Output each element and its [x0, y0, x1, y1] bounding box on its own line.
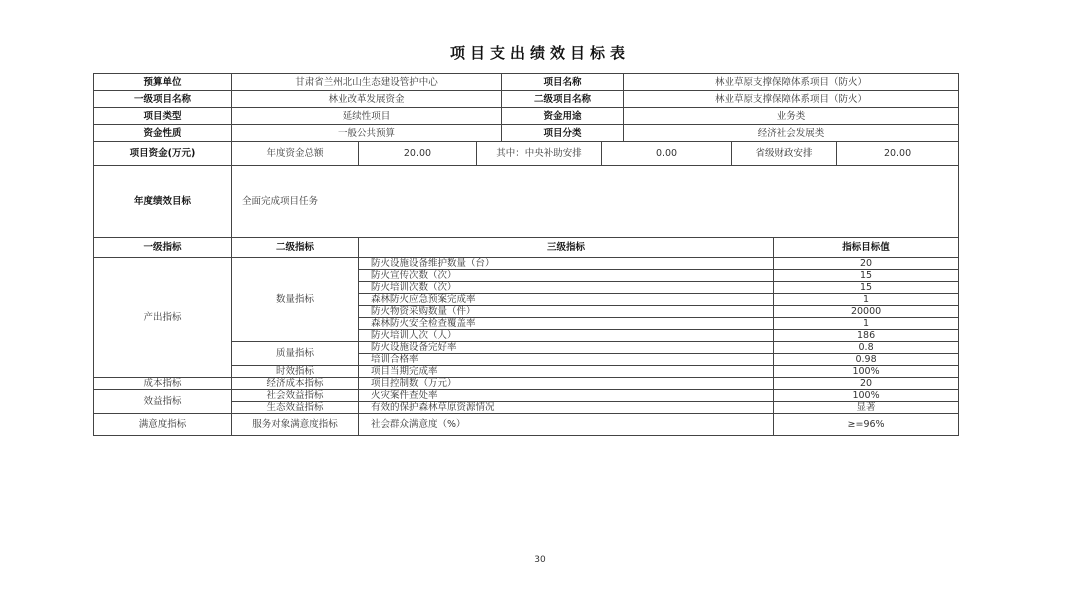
- level2-project-value: 林业草原支撑保障体系项目（防火）: [624, 91, 959, 108]
- indicator-target: 0.8: [774, 342, 959, 354]
- budget-unit-label: 预算单位: [94, 74, 232, 91]
- level2-project-label: 二级项目名称: [502, 91, 624, 108]
- goal-row: [94, 166, 959, 238]
- project-class-label: 项目分类: [502, 125, 624, 142]
- indicator-target: 20: [774, 378, 959, 390]
- page-number: 30: [534, 555, 546, 565]
- project-name-label: 项目名称: [502, 74, 624, 91]
- indicator-name: 防火设施设备完好率: [359, 342, 774, 354]
- central-subsidy-label: 其中：中央补助安排: [477, 142, 602, 166]
- indicator-target: 15: [774, 270, 959, 282]
- indicator-name: 防火物资采购数量（件）: [359, 306, 774, 318]
- annual-total-value: 20.00: [359, 142, 477, 166]
- provincial-funding-label: 省级财政安排: [732, 142, 837, 166]
- indicator-target: 15: [774, 282, 959, 294]
- indicator-target: 显著: [774, 402, 959, 414]
- indicator-target: 100%: [774, 390, 959, 402]
- level1-benefit: 效益指标: [94, 390, 232, 414]
- indicator-name: 有效的保护森林草原资源情况: [359, 402, 774, 414]
- table-row: [94, 258, 959, 270]
- annual-goal-label: 年度绩效目标: [94, 166, 232, 238]
- level1-project-value: 林业改革发展资金: [232, 91, 502, 108]
- indicator-target: 1: [774, 294, 959, 306]
- indicator-target: ≥=96%: [774, 414, 959, 436]
- level1-satisfaction: 满意度指标: [94, 414, 232, 436]
- indicator-target: 20: [774, 258, 959, 270]
- level1-project-label: 一级项目名称: [94, 91, 232, 108]
- fund-use-label: 资金用途: [502, 108, 624, 125]
- indicator-target: 20000: [774, 306, 959, 318]
- project-type-label: 项目类型: [94, 108, 232, 125]
- table-row: [94, 378, 959, 390]
- info-row: [94, 125, 959, 142]
- level2-service-satisfaction: 服务对象满意度指标: [232, 414, 359, 436]
- level2-social-benefit: 社会效益指标: [232, 390, 359, 402]
- annual-goal-value: 全面完成项目任务: [232, 166, 959, 238]
- budget-unit-value: 甘肃省兰州北山生态建设管护中心: [232, 74, 502, 91]
- level2-eco-benefit: 生态效益指标: [232, 402, 359, 414]
- level3-indicator-header: 三级指标: [359, 238, 774, 258]
- indicator-target: 1: [774, 318, 959, 330]
- info-row: [94, 74, 959, 91]
- project-type-value: 延续性项目: [232, 108, 502, 125]
- table-row: [94, 390, 959, 402]
- indicator-name: 防火宣传次数（次）: [359, 270, 774, 282]
- info-row: [94, 108, 959, 125]
- fund-nature-value: 一般公共预算: [232, 125, 502, 142]
- info-row: [94, 91, 959, 108]
- level2-quality: 质量指标: [232, 342, 359, 366]
- provincial-funding-value: 20.00: [837, 142, 959, 166]
- target-value-header: 指标目标值: [774, 238, 959, 258]
- indicator-name: 项目当期完成率: [359, 366, 774, 378]
- indicator-header-row: [94, 238, 959, 258]
- funds-label: 项目资金(万元): [94, 142, 232, 166]
- table-row: [94, 414, 959, 436]
- indicator-name: 项目控制数（万元）: [359, 378, 774, 390]
- level2-indicator-header: 二级指标: [232, 238, 359, 258]
- indicator-name: 社会群众满意度（%）: [359, 414, 774, 436]
- level2-quantity: 数量指标: [232, 258, 359, 342]
- level2-econ-cost: 经济成本指标: [232, 378, 359, 390]
- indicator-target: 100%: [774, 366, 959, 378]
- annual-total-label: 年度资金总额: [232, 142, 359, 166]
- indicator-name: 森林防火安全检查覆盖率: [359, 318, 774, 330]
- level1-cost: 成本指标: [94, 378, 232, 390]
- funds-row: [94, 142, 959, 166]
- level2-timeliness: 时效指标: [232, 366, 359, 378]
- indicator-name: 培训合格率: [359, 354, 774, 366]
- indicator-name: 防火培训次数（次）: [359, 282, 774, 294]
- page-title: 项目支出绩效目标表: [449, 44, 630, 62]
- indicator-target: 186: [774, 330, 959, 342]
- project-name-value: 林业草原支撑保障体系项目（防火）: [624, 74, 959, 91]
- indicator-name: 森林防火应急预案完成率: [359, 294, 774, 306]
- level1-indicator-header: 一级指标: [94, 238, 232, 258]
- central-subsidy-value: 0.00: [602, 142, 732, 166]
- fund-nature-label: 资金性质: [94, 125, 232, 142]
- indicator-name: 火灾案件查处率: [359, 390, 774, 402]
- project-class-value: 经济社会发展类: [624, 125, 959, 142]
- fund-use-value: 业务类: [624, 108, 959, 125]
- level1-output: 产出指标: [94, 258, 232, 378]
- performance-target-table: [93, 73, 959, 436]
- indicator-name: 防火培训人次（人）: [359, 330, 774, 342]
- indicator-name: 防火设施设备维护数量（台）: [359, 258, 774, 270]
- indicator-target: 0.98: [774, 354, 959, 366]
